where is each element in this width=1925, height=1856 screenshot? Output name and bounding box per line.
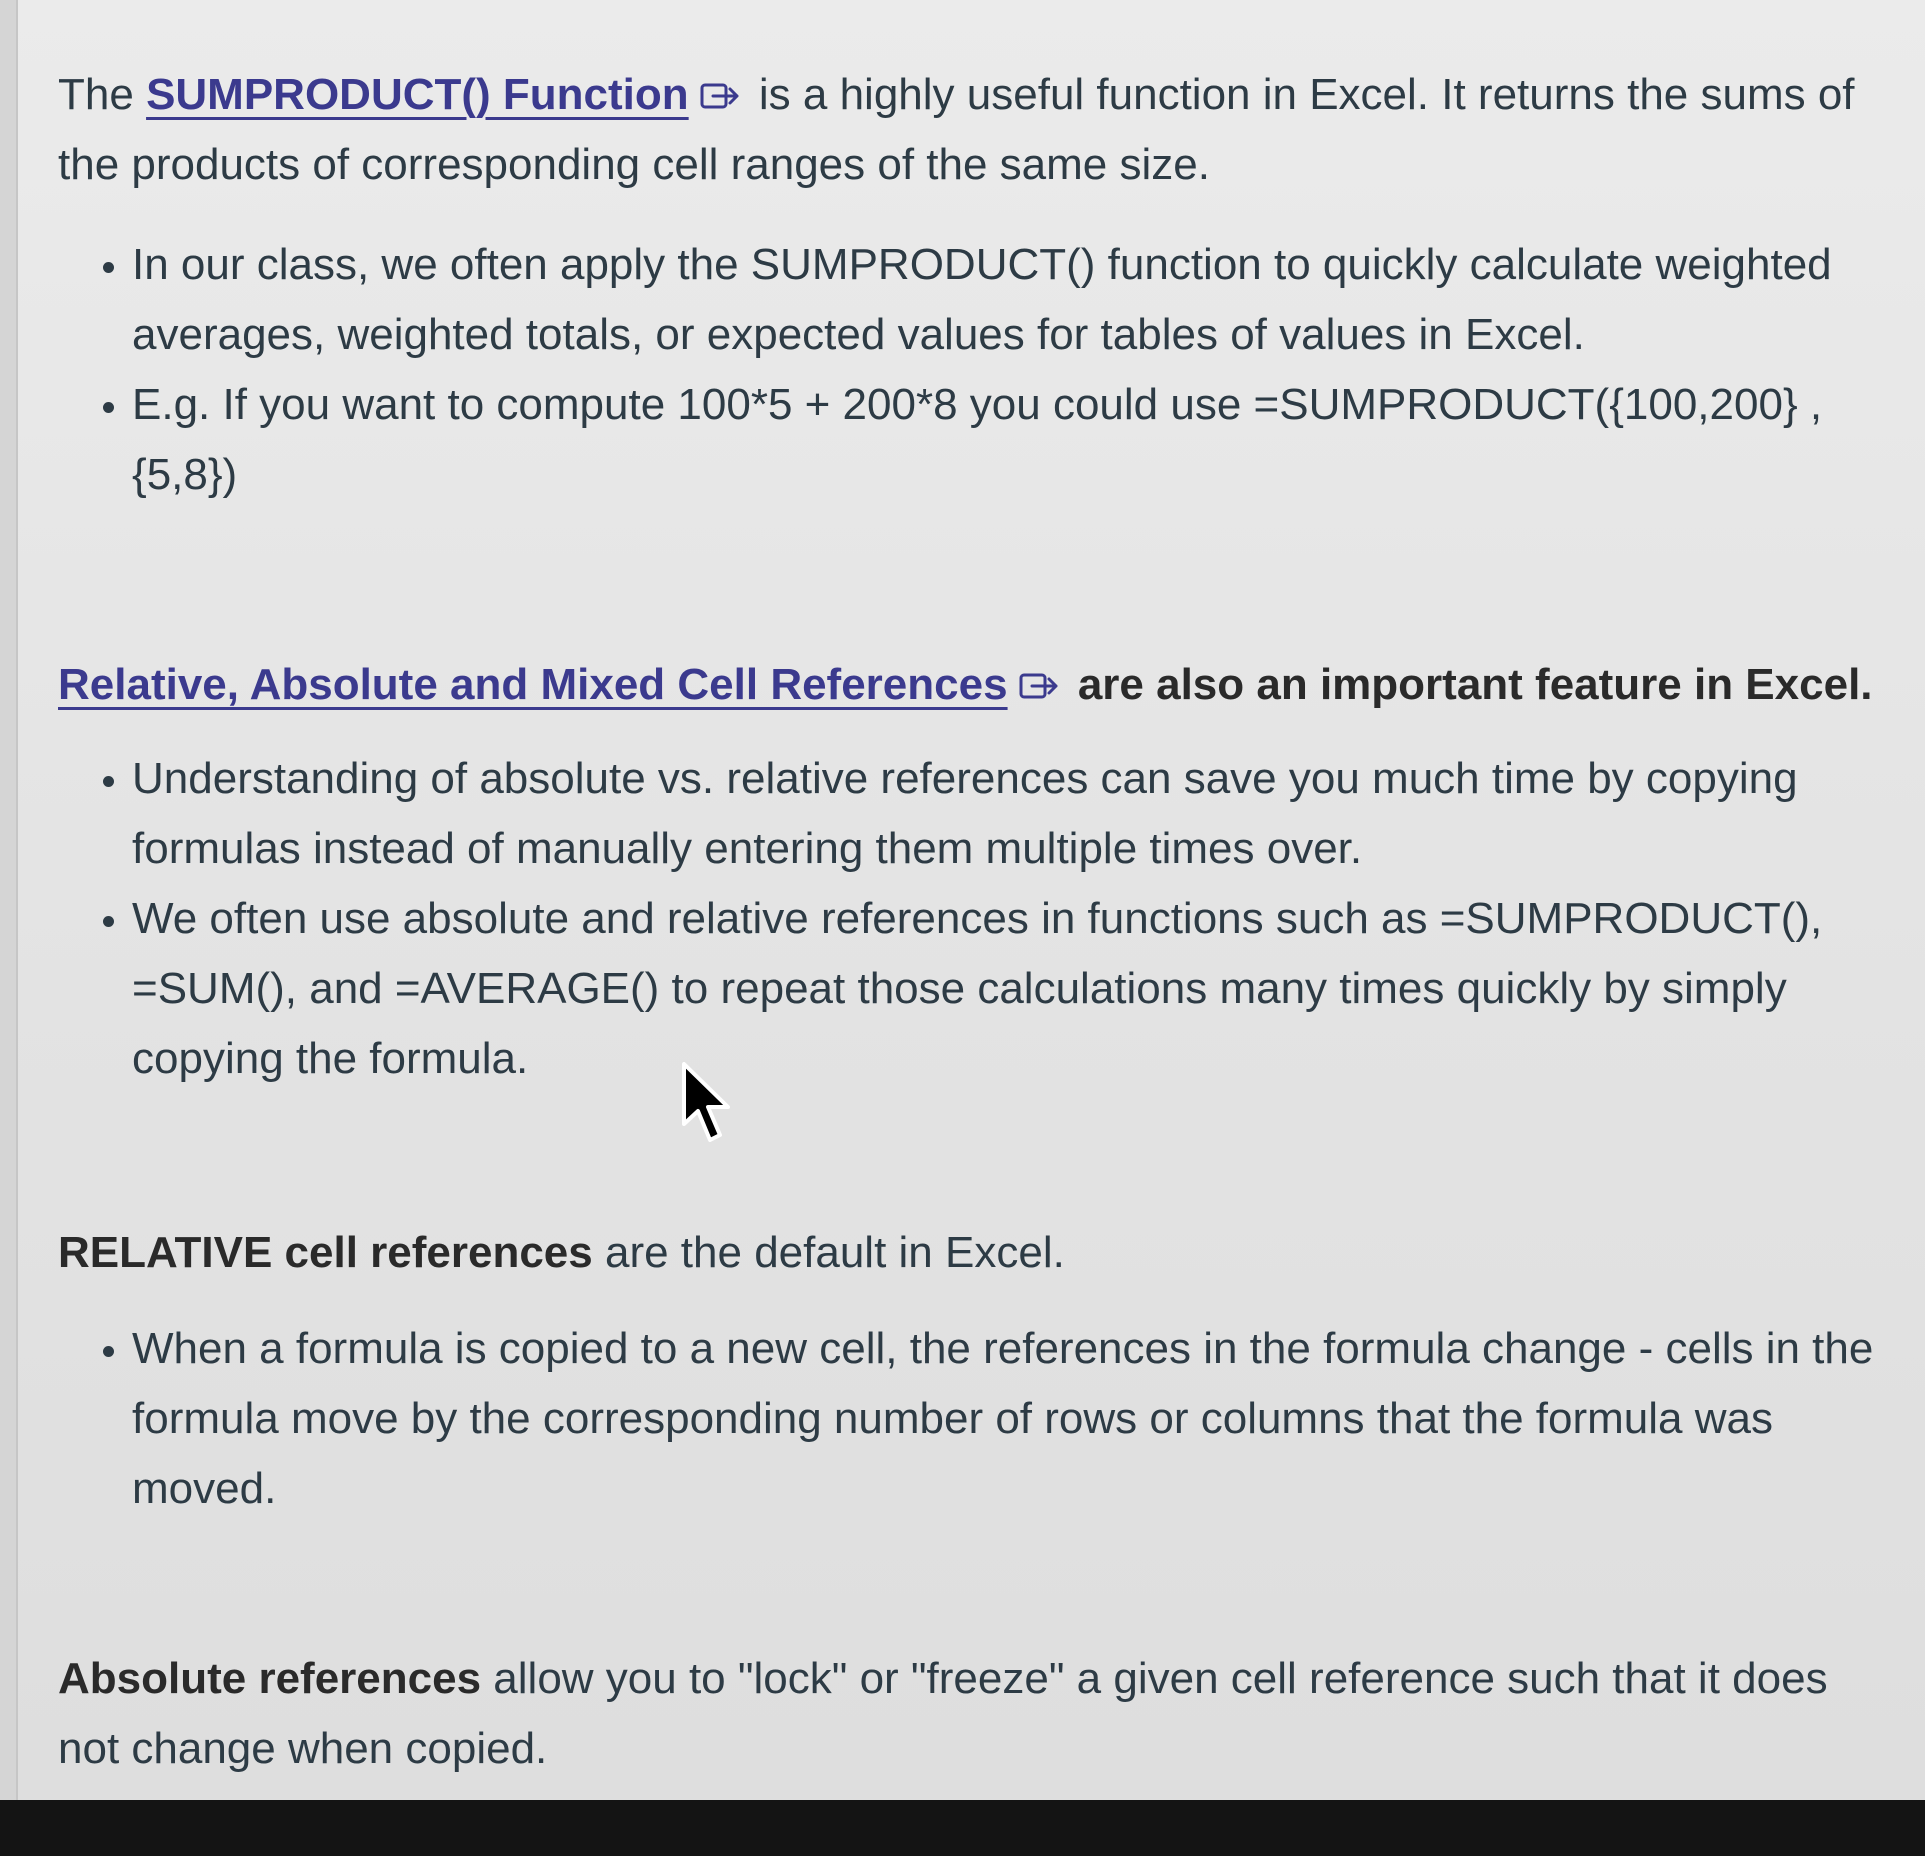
relative-rest: are the default in Excel. [604,1228,1065,1277]
list-item: • Understanding of absolute vs. relative references can save you much time by copying formulas instead of manually entering them multiple times over. [132,744,1878,884]
list-item: • In our class, we often apply the SUMPRODUCT() function to quickly calculate weighted averages, weighted totals, or expected values for tables of values in Excel. [132,230,1878,370]
references-suffix: are also an important feature in Excel. [1077,660,1873,709]
relative-bullets [58,1314,1878,1524]
absolute-rest: allow you to "lock" or "freeze" a given cell reference such that it does not change when copied. [58,1654,1828,1773]
intro-suffix: is a highly useful function in Excel. It returns the sums of the products of corresponding cell ranges of the same size. [58,70,1855,189]
relative-heading: RELATIVE cell references [58,1228,593,1277]
references-bullets [58,744,1878,1094]
absolute-heading: Absolute references [58,1654,482,1703]
list-item: • We often use absolute and relative references in functions such as =SUMPRODUCT(), =SUM(), and =AVERAGE() to repeat those calculations many times quickly by simply copying the formula. [132,884,1878,1094]
sumproduct-paragraph [58,60,1878,200]
bottom-bezel [0,1800,1925,1856]
mouse-pointer-icon [680,1062,732,1146]
relative-section [58,1218,1878,1524]
left-border [0,0,18,1800]
absolute-section [58,1644,1878,1784]
sumproduct-function-link[interactable]: SUMPRODUCT() Function [146,70,689,119]
list-item: • When a formula is copied to a new cell, the references in the formula change - cells in the formula move by the corresponding number of rows or columns that the formula was moved. [132,1314,1878,1524]
external-link-icon [699,64,741,96]
intro-prefix: The [58,70,134,119]
page-content [58,60,1878,1784]
references-section [58,650,1878,1094]
list-item: • E.g. If you want to compute 100*5 + 200*8 you could use =SUMPRODUCT({100,200} , {5,8}) [132,370,1878,510]
sumproduct-bullets [58,230,1878,510]
references-paragraph [58,650,1878,720]
cell-references-link[interactable]: Relative, Absolute and Mixed Cell References [58,660,1008,709]
external-link-icon [1018,654,1060,686]
sumproduct-section [58,60,1878,510]
relative-paragraph [58,1218,1878,1288]
absolute-paragraph [58,1644,1878,1784]
